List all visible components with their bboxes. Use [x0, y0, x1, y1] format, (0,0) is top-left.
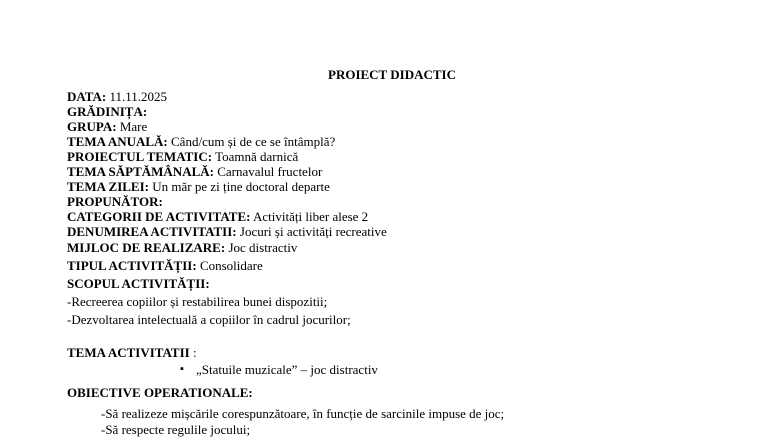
field-tema-zilei	[67, 179, 330, 194]
field-proiectul-tematic	[67, 149, 298, 164]
square-bullet-icon: ▪	[180, 363, 184, 375]
field-categorii	[67, 209, 368, 224]
field-value: Jocuri și activități recreative	[236, 224, 387, 239]
scop-heading: SCOPUL ACTIVITĂȚII:	[67, 276, 210, 291]
scop-item: -Dezvoltarea intelectuală a copiilor în cadrul jocurilor;	[67, 312, 351, 327]
field-value: Joc distractiv	[225, 240, 298, 255]
field-value: Activități liber alese 2	[250, 209, 369, 224]
field-denumirea	[67, 224, 387, 239]
field-label: GRĂDINIȚA:	[67, 104, 148, 119]
obiective-item: -Să realizeze mișcările corespunzătoare, în funcție de sarcinile impuse de joc;	[101, 406, 505, 421]
field-label: TIPUL ACTIVITĂȚII:	[67, 258, 197, 273]
field-value: Toamnă darnică	[212, 149, 299, 164]
field-tema-anuala	[67, 134, 335, 149]
tema-activitatii-item: „Statuile muzicale” – joc distractiv	[196, 362, 378, 377]
field-label: DENUMIREA ACTIVITATII:	[67, 224, 237, 239]
field-label: PROPUNĂTOR:	[67, 194, 163, 209]
obiective-heading: OBIECTIVE OPERATIONALE:	[67, 385, 253, 400]
field-label: MIJLOC DE REALIZARE:	[67, 240, 226, 255]
field-label: DATA:	[67, 89, 107, 104]
field-value: Un măr pe zi ține doctoral departe	[149, 179, 330, 194]
field-value: Mare	[116, 119, 148, 134]
scop-item: -Recreerea copiilor și restabilirea bunei dispozitii;	[67, 294, 328, 309]
field-gradinita	[67, 104, 147, 119]
field-value: Carnavalul fructelor	[213, 164, 323, 179]
field-grupa	[67, 119, 147, 134]
field-value: 11.11.2025	[106, 89, 168, 104]
field-label: TEMA ANUALĂ:	[67, 134, 168, 149]
tema-activitatii-heading: TEMA ACTIVITATII :	[67, 345, 197, 360]
field-label: TEMA ZILEI:	[67, 179, 149, 194]
document-title: PROIECT DIDACTIC	[328, 67, 456, 82]
field-label: CATEGORII DE ACTIVITATE:	[67, 209, 251, 224]
field-value: Consolidare	[196, 258, 263, 273]
obiective-item: -Să respecte regulile jocului;	[101, 422, 251, 437]
field-tema-saptamanala	[67, 164, 322, 179]
field-propunator	[67, 194, 163, 209]
field-label: TEMA SĂPTĂMÂNALĂ:	[67, 164, 214, 179]
field-value: Când/cum și de ce se întâmplă?	[167, 134, 336, 149]
field-label: GRUPA:	[67, 119, 117, 134]
field-mijloc	[67, 240, 297, 255]
field-label: PROIECTUL TEMATIC:	[67, 149, 213, 164]
field-tipul	[67, 258, 263, 273]
field-data	[67, 89, 167, 104]
